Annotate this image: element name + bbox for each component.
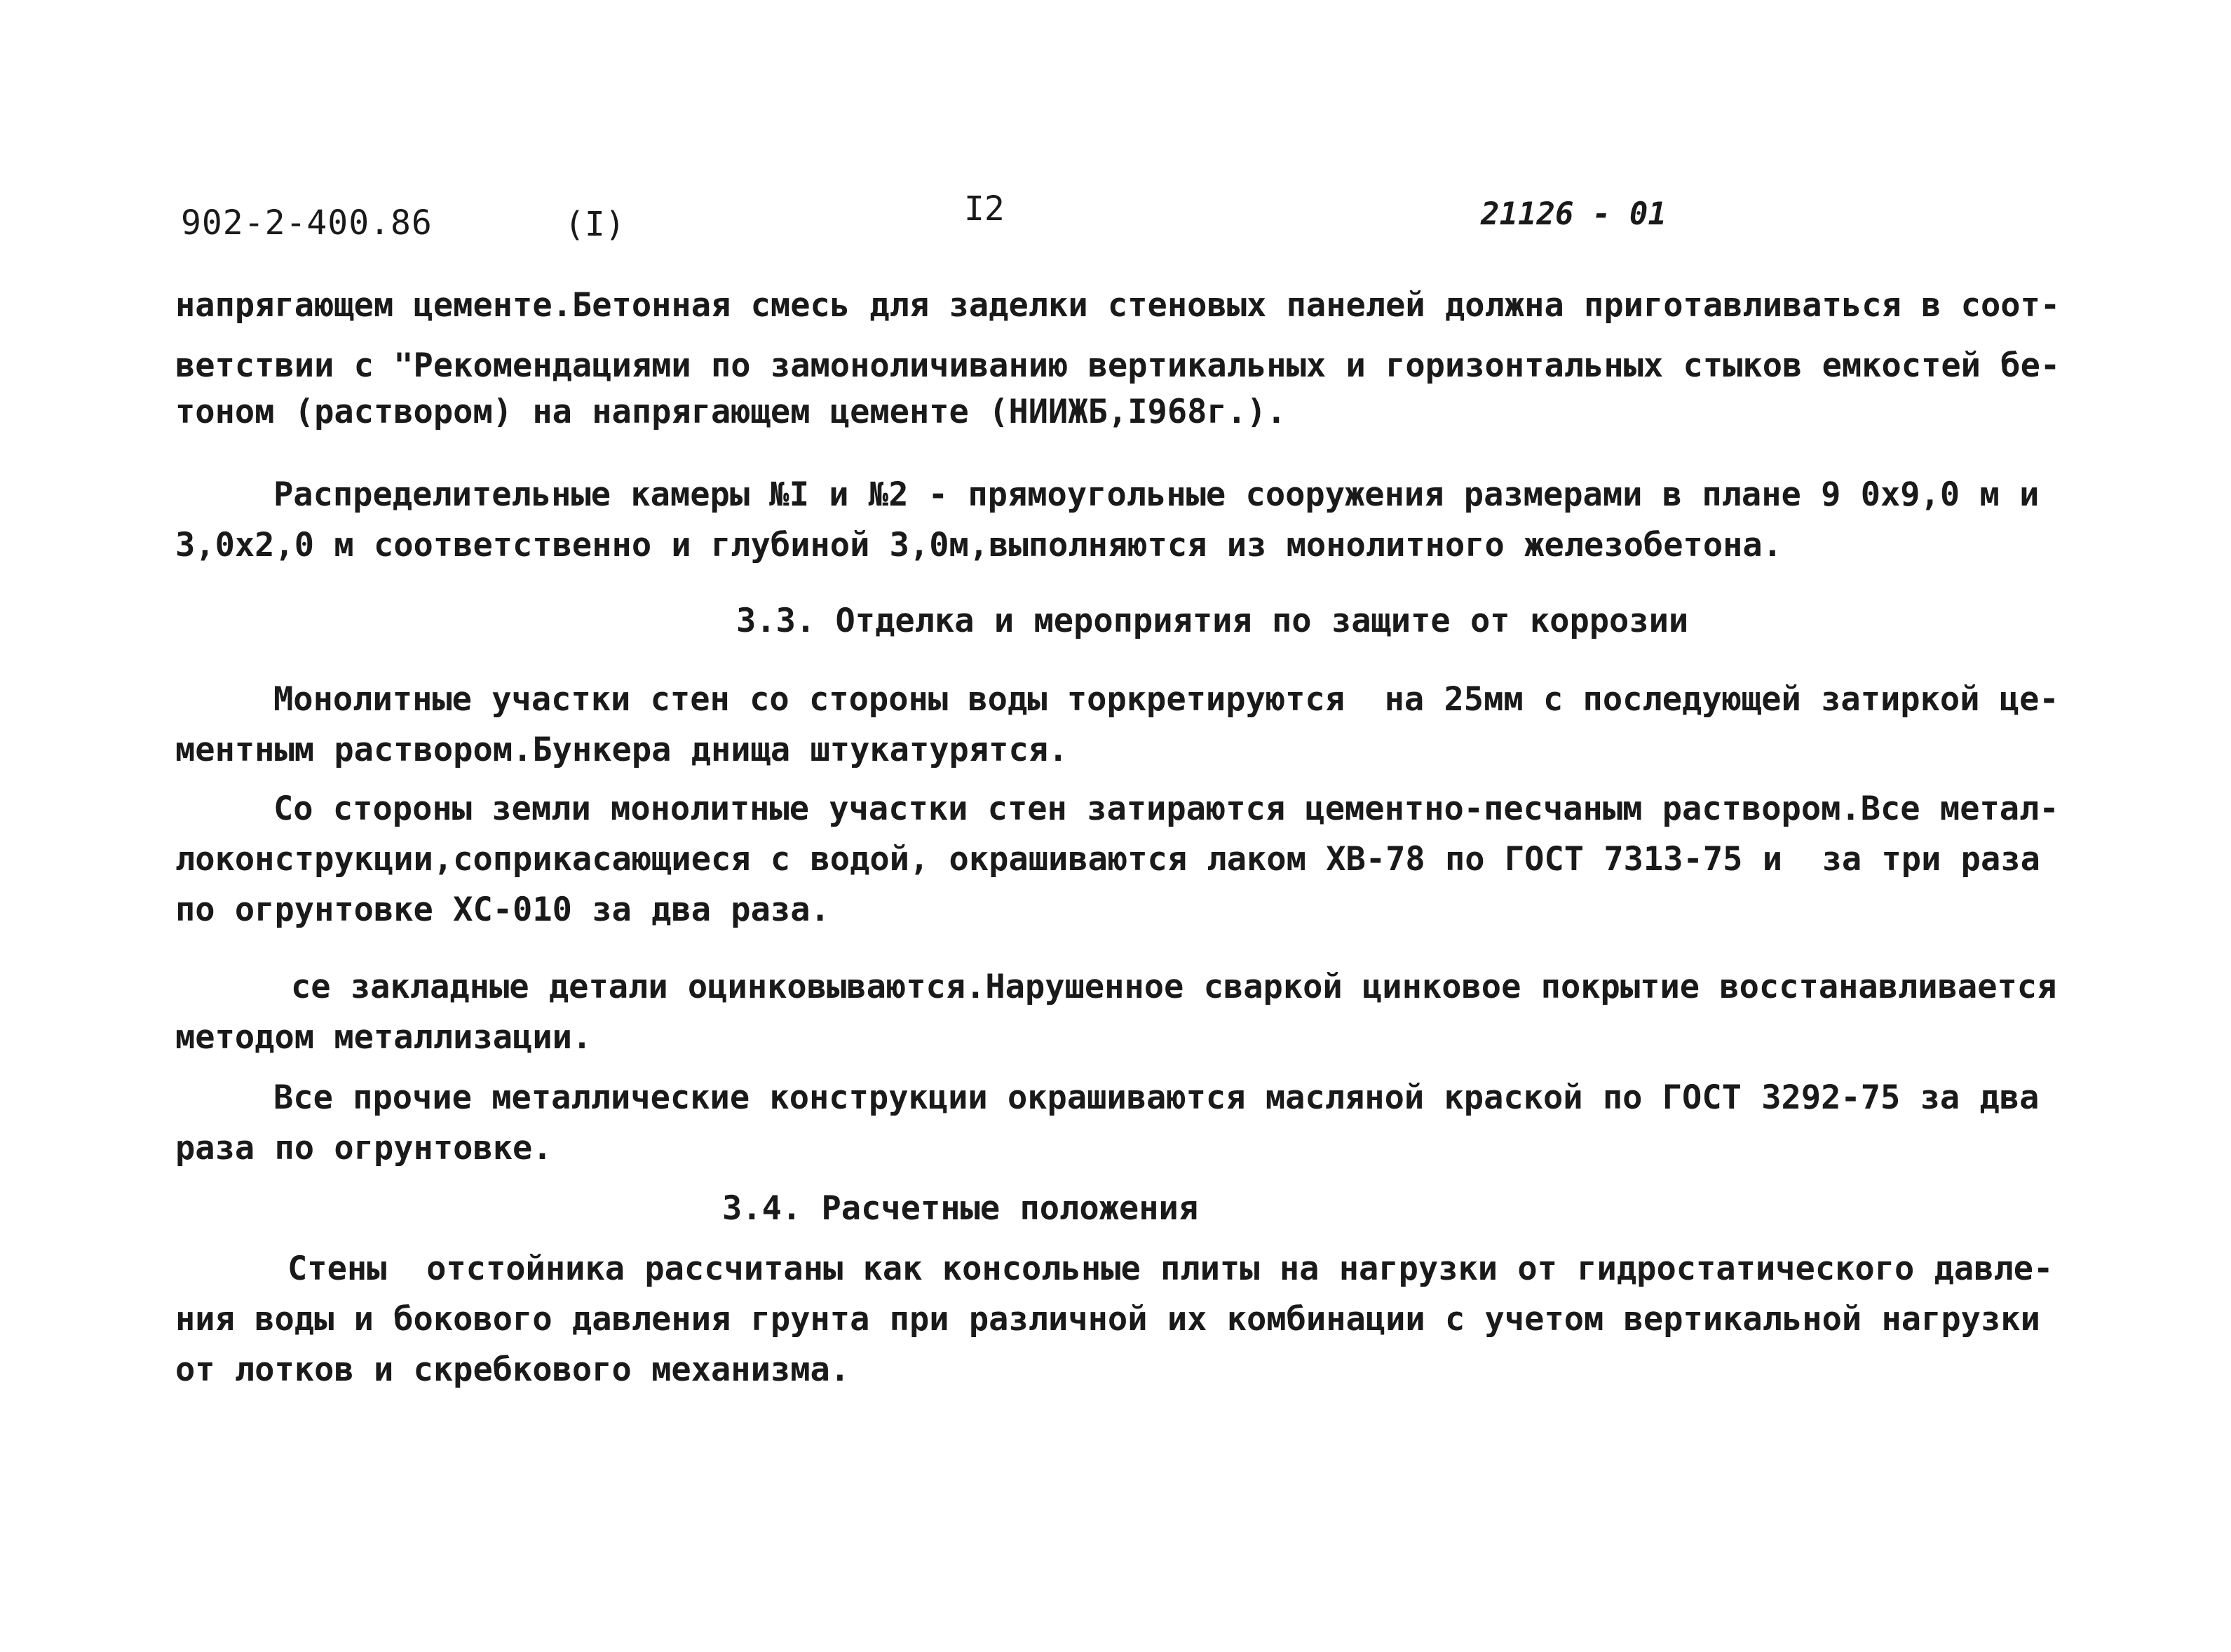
paragraph-continuation [175, 280, 2061, 438]
inventory-number: 21126 - 01 [1481, 196, 1667, 232]
text-line: Стены отстойника рассчитаны как консольные плиты на нагрузки от гидростатического давле- [287, 1250, 2054, 1288]
section-heading-3-4 [175, 1184, 2040, 1234]
text-line: се закладные детали оцинковываются.Нарушенное сваркой цинковое покрытие восстанавливается [291, 968, 2057, 1006]
text-line: Монолитные участки стен со стороны воды торкретируются на 25мм с последующей затиркой це- [273, 680, 2059, 719]
text-line: ния воды и бокового давления грунта при различной их комбинации с учетом вертикальной нагрузки [175, 1300, 2040, 1339]
page-number: I2 [964, 189, 1005, 229]
page-header [0, 189, 2231, 252]
text-line: ветствии с "Рекомендациями по замоноличиванию вертикальных и горизонтальных стыков емкостей бе- [175, 346, 2061, 385]
text-line: тоном (раствором) на напрягающем цементе (НИИЖБ,I968г.). [175, 393, 1287, 431]
text-line: Распределительные камеры №I и №2 - прямоугольные сооружения размерами в плане 9 0х9,0 м и [273, 475, 2040, 514]
paragraph-soil-side [175, 784, 2059, 935]
text-line: Все прочие металлические конструкции окрашиваются масляной краской по ГОСТ 3292-75 за два [273, 1078, 2040, 1117]
text-line: ментным раствором.Бункера днища штукатурятся. [175, 731, 1069, 769]
text-line: Со стороны земли монолитные участки стен затираются цементно-песчаным раствором.Все метал- [273, 790, 2059, 828]
section-title: 3.4. Расчетные положения [722, 1189, 1199, 1228]
section-title: 3.3. Отделка и мероприятия по защите от коррозии [736, 602, 1689, 640]
document-code: 902-2-400.86 [181, 203, 433, 243]
section-heading-3-3 [175, 596, 2040, 646]
text-line: локонструкции,соприкасающиеся с водой, окрашиваются лаком ХВ-78 по ГОСТ 7313-75 и за три раза [175, 840, 2040, 879]
text-line: методом металлизации. [175, 1018, 592, 1057]
text-line: от лотков и скребкового механизма. [175, 1350, 850, 1389]
paragraph-embedded-parts [175, 962, 2057, 1063]
paragraph-calculation [175, 1244, 2054, 1395]
paragraph-monolithic-walls [175, 675, 2059, 776]
text-line: 3,0х2,0 м соответственно и глубиной 3,0м,выполняются из монолитного железобетона. [175, 526, 1783, 564]
text-line: напрягающем цементе.Бетонная смесь для заделки стеновых панелей должна приготавливаться в соот- [175, 286, 2061, 325]
document-body [175, 280, 2061, 1395]
paragraph-other-metal [175, 1073, 2040, 1174]
paragraph-distribution-chambers [175, 470, 2040, 571]
part-number: (I) [564, 205, 625, 244]
text-line: по огрунтовке ХС-010 за два раза. [175, 891, 830, 929]
text-line: раза по огрунтовке. [175, 1129, 552, 1167]
